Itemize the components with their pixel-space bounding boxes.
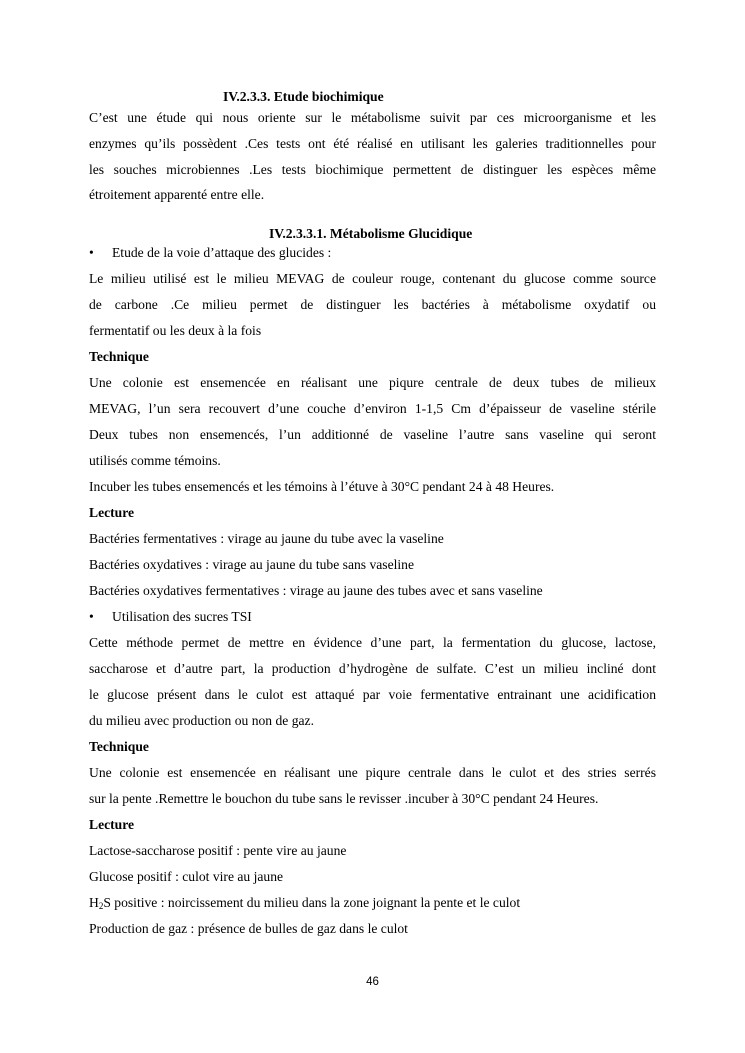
intro-line-4: étroitement apparenté entre elle.: [89, 187, 265, 202]
technique2-line-1: Une colonie est ensemencée en réalisant une piqure centrale dans le culot et des stries serrés: [89, 765, 656, 780]
h2s-subscript: 2: [98, 901, 104, 911]
lecture1-line-3: Bactéries oxydatives fermentatives : virage au jaune des tubes avec et sans vaseline: [89, 583, 543, 598]
lecture1-line-2: Bactéries oxydatives : virage au jaune du tube sans vaseline: [89, 557, 415, 572]
p1-line-1: Le milieu utilisé est le milieu MEVAG de couleur rouge, contenant du glucose comme source: [89, 271, 656, 286]
lecture2-line-2: Glucose positif : culot vire au jaune: [89, 869, 284, 884]
technique-label-2: Technique: [89, 739, 149, 754]
lecture2-line-h2s: [89, 895, 656, 914]
p1-line-3: fermentatif ou les deux à la fois: [89, 323, 262, 338]
technique1-line-1: Une colonie est ensemencée en réalisant une piqure centrale de deux tubes de milieux: [89, 375, 656, 390]
technique1-line-4: utilisés comme témoins.: [89, 453, 221, 468]
p2-line-4: du milieu avec production ou non de gaz.: [89, 713, 314, 728]
bullet-text: Utilisation des sucres TSI: [112, 609, 252, 624]
h2s-h: H: [89, 895, 99, 910]
section-heading: IV.2.3.3. Etude biochimique: [223, 89, 384, 104]
lecture-label-2: Lecture: [89, 817, 135, 832]
p2-line-1: Cette méthode permet de mettre en évidence d’une part, la fermentation du glucose, lactose,: [89, 635, 656, 650]
bullet-icon: •: [89, 609, 94, 624]
p2-line-2: saccharose et d’autre part, la production d’hydrogène de sulfate. C’est un milieu incliné dont: [89, 661, 656, 676]
lecture-label-1: Lecture: [89, 505, 135, 520]
intro-line-3: les souches microbiennes .Les tests biochimique permettent de distinguer les espèces même: [89, 162, 656, 177]
subsection-heading: IV.2.3.3.1. Métabolisme Glucidique: [269, 226, 473, 241]
lecture2-line-1: Lactose-saccharose positif : pente vire au jaune: [89, 843, 347, 858]
page-number: 46: [366, 976, 379, 988]
bullet-text: Etude de la voie d’attaque des glucides :: [112, 245, 332, 260]
technique1-line-2: MEVAG, l’un sera recouvert d’une couche d’environ 1-1,5 Cm d’épaisseur de vaseline stérile: [89, 401, 656, 416]
lecture1-line-1: Bactéries fermentatives : virage au jaune du tube avec la vaseline: [89, 531, 444, 546]
intro-line-1: C’est une étude qui nous oriente sur le métabolisme suivit par ces microorganisme et les: [89, 110, 656, 125]
p2-line-3: le glucose présent dans le culot est attaqué par voie fermentative entrainant une acidification: [89, 687, 656, 702]
intro-line-2: enzymes qu’ils possèdent .Ces tests ont été réalisé en utilisant les galeries traditionnelles pour: [89, 136, 656, 151]
technique1-line-3: Deux tubes non ensemencés, l’un additionné de vaseline l’autre sans vaseline qui seront: [89, 427, 656, 442]
technique-label-1: Technique: [89, 349, 149, 364]
p1-line-2: de carbone .Ce milieu permet de distinguer les bactéries à métabolisme oxydatif ou: [89, 297, 656, 312]
lecture2-line-gaz: Production de gaz : présence de bulles de gaz dans le culot: [89, 921, 408, 936]
technique1-line-5: Incuber les tubes ensemencés et les témoins à l’étuve à 30°C pendant 24 à 48 Heures.: [89, 479, 555, 494]
bullet-icon: •: [89, 245, 94, 260]
h2s-rest: S positive : noircissement du milieu dans la zone joignant la pente et le culot: [103, 895, 521, 910]
technique2-line-2: sur la pente .Remettre le bouchon du tube sans le revisser .incuber à 30°C pendant 24 Heures.: [89, 791, 599, 806]
